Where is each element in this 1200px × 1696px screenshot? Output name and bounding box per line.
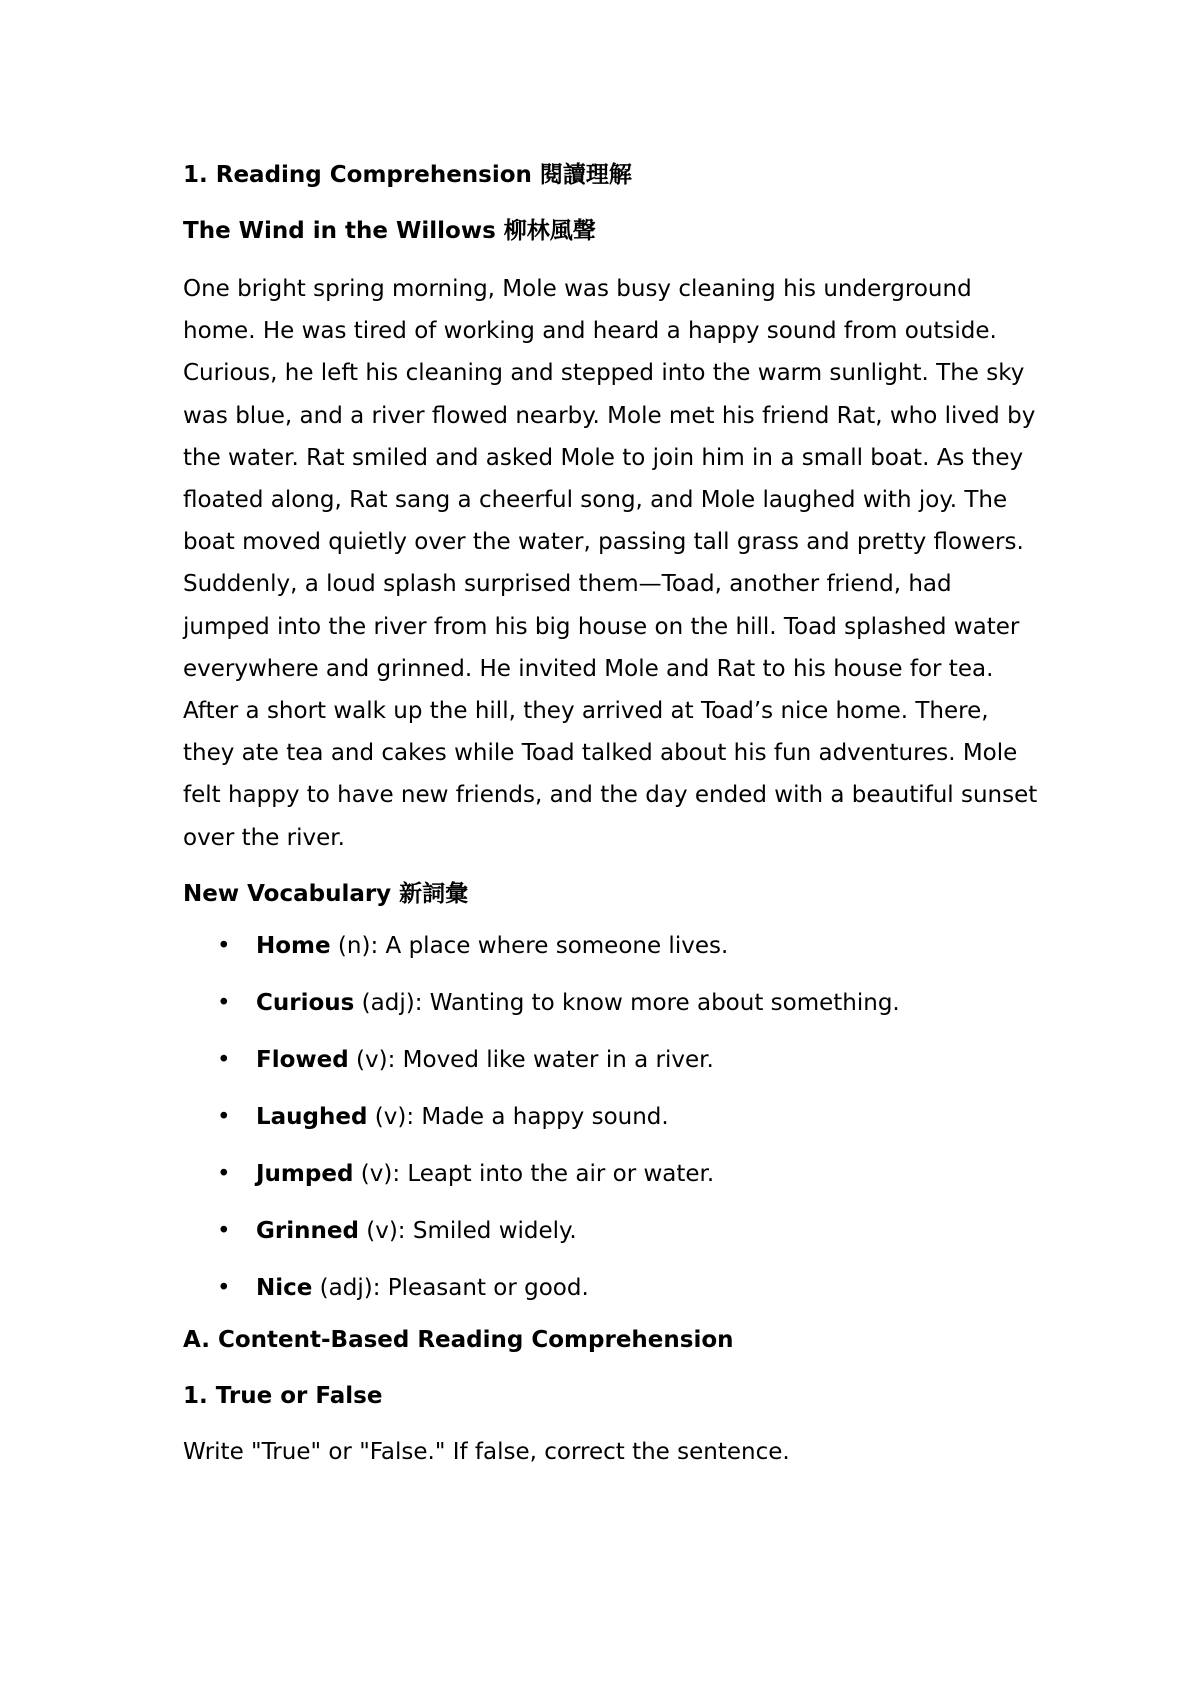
reading-passage: One bright spring morning, Mole was busy cleaning his underground home. He was tired of working and heard a happy sound from outside. Curious, he left his cleaning and stepped into the warm sunlight. The sky was blue, and a river flowed nearby. Mole met his friend Rat, who lived by the water. Rat smiled and asked Mole to join him in a small boat. As they floated along, Rat sang a cheerful song, and Mole laughed with joy. The boat moved quietly over the water, passing tall grass and pretty flowers. Suddenly, a loud splash surprised them—Toad, another friend, had jumped into the river from his big house on the hill. Toad splashed water everywhere and grinned. He invited Mole and Rat to his house for tea. After a short walk up the hill, they arrived at Toad’s nice home. There, they ate tea and cakes while Toad talked about his fun adventures. Mole felt happy to have new friends, and the day ended with a beautiful sunset over the river. (183, 276, 1038, 851)
bullet-icon: • (217, 1274, 231, 1301)
vocab-definition: : Smiled widely. (397, 1217, 577, 1244)
vocabulary-list (183, 931, 1043, 1303)
vocab-item (183, 1102, 1043, 1132)
bullet-icon: • (217, 989, 231, 1016)
vocabulary-heading: New Vocabulary 新詞彙 (183, 880, 469, 907)
vocab-definition: : A place where someone lives. (370, 932, 729, 959)
vocab-word: Curious (256, 989, 355, 1016)
vocab-word: Jumped (256, 1160, 354, 1187)
section-title: 1. Reading Comprehension 閱讀理解 (183, 162, 632, 188)
vocab-definition: : Made a happy sound. (406, 1103, 669, 1130)
bullet-icon: • (217, 932, 231, 959)
vocab-pos: (adj) (354, 989, 415, 1016)
vocab-item (183, 1273, 1043, 1303)
vocab-definition: : Leapt into the air or water. (392, 1160, 715, 1187)
vocab-word: Nice (256, 1274, 313, 1301)
vocab-item (183, 931, 1043, 961)
vocab-item (183, 1216, 1043, 1246)
vocab-definition: : Moved like water in a river. (387, 1046, 714, 1073)
section-a-heading: A. Content-Based Reading Comprehension (183, 1326, 734, 1353)
document-page (183, 160, 1043, 1467)
vocab-definition: : Wanting to know more about something. (414, 989, 900, 1016)
vocab-word: Home (256, 932, 331, 959)
vocab-word: Flowed (256, 1046, 349, 1073)
vocab-item (183, 988, 1043, 1018)
bullet-icon: • (217, 1217, 231, 1244)
true-false-heading: 1. True or False (183, 1382, 383, 1409)
bullet-icon: • (217, 1046, 231, 1073)
vocab-pos: (v) (358, 1217, 398, 1244)
vocab-definition: : Pleasant or good. (372, 1274, 589, 1301)
vocab-item (183, 1045, 1043, 1075)
vocab-pos: (v) (348, 1046, 388, 1073)
vocab-word: Laughed (256, 1103, 368, 1130)
vocab-word: Grinned (256, 1217, 359, 1244)
vocab-pos: (v) (353, 1160, 393, 1187)
vocab-pos: (v) (367, 1103, 407, 1130)
vocab-pos: (n) (330, 932, 371, 959)
instruction-text: Write "True" or "False." If false, correct the sentence. (183, 1438, 790, 1465)
vocab-pos: (adj) (312, 1274, 373, 1301)
vocab-item (183, 1159, 1043, 1189)
bullet-icon: • (217, 1103, 231, 1130)
story-title: The Wind in the Willows 柳林風聲 (183, 218, 596, 244)
bullet-icon: • (217, 1160, 231, 1187)
